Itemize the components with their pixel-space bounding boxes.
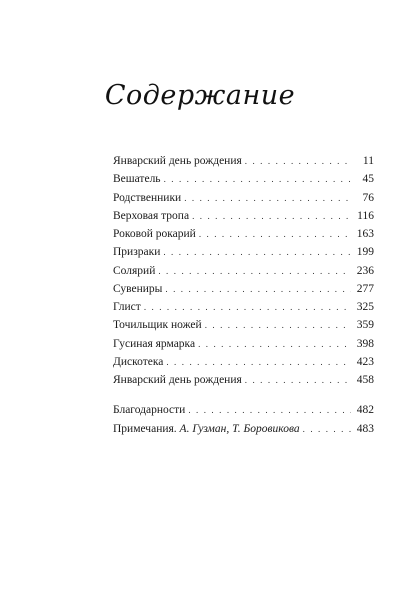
dot-leader bbox=[205, 316, 351, 334]
toc-entry-title: Январский день рождения bbox=[113, 374, 242, 386]
toc-entry bbox=[113, 335, 374, 353]
translator-names: А. Гузман, Т. Боровикова bbox=[179, 422, 300, 435]
toc-entry-title: Январский день рождения bbox=[113, 155, 242, 167]
dot-leader bbox=[163, 243, 351, 261]
table-of-contents bbox=[113, 152, 374, 438]
toc-entry-page: 163 bbox=[356, 228, 374, 240]
toc-entry-title: Призраки bbox=[113, 246, 161, 259]
dot-leader bbox=[164, 170, 351, 188]
toc-entry-title bbox=[113, 420, 300, 438]
toc-entry-page: 11 bbox=[362, 155, 374, 167]
toc-entry-page: 116 bbox=[357, 209, 374, 222]
toc-entry-title: Точильщик ножей bbox=[113, 319, 202, 332]
dot-leader bbox=[184, 189, 351, 207]
toc-entry-title: Гусиная ярмарка bbox=[113, 337, 196, 350]
dot-leader bbox=[303, 420, 351, 438]
dot-leader bbox=[192, 207, 351, 225]
toc-entry-page: 277 bbox=[356, 282, 374, 295]
dot-leader bbox=[245, 152, 351, 170]
toc-entry bbox=[113, 280, 374, 298]
toc-entry-page: 325 bbox=[356, 301, 374, 313]
toc-entry bbox=[113, 207, 374, 225]
toc-entry-page: 458 bbox=[356, 374, 374, 386]
toc-entry-title: Сувениры bbox=[113, 282, 163, 295]
toc-entry-title: Родственники bbox=[113, 191, 182, 204]
toc-entry bbox=[113, 262, 374, 280]
toc-entry bbox=[113, 316, 374, 334]
dot-leader bbox=[188, 401, 351, 419]
dot-leader bbox=[165, 280, 351, 298]
toc-entry bbox=[113, 225, 374, 243]
dot-leader bbox=[199, 225, 351, 243]
toc-entry bbox=[113, 353, 374, 371]
toc-entry-page: 482 bbox=[356, 404, 374, 417]
toc-entry-page: 199 bbox=[356, 246, 374, 259]
toc-entry-title: Вешатель bbox=[113, 173, 161, 186]
toc-entry-title: Роковой рокарий bbox=[113, 228, 196, 240]
dot-leader bbox=[198, 335, 351, 353]
toc-entry bbox=[113, 152, 374, 170]
toc-entry-page: 76 bbox=[362, 191, 374, 204]
toc-entry-page: 359 bbox=[356, 319, 374, 332]
toc-entry-page: 398 bbox=[356, 337, 374, 350]
toc-entry-page: 45 bbox=[362, 173, 374, 186]
toc-entry bbox=[113, 170, 374, 188]
toc-entry-acknowledgements bbox=[113, 401, 374, 419]
toc-entry-title: Верховая тропа bbox=[113, 209, 190, 222]
dot-leader bbox=[166, 353, 351, 371]
toc-entry-title: Дискотека bbox=[113, 355, 164, 368]
toc-entry bbox=[113, 298, 374, 316]
dot-leader bbox=[245, 371, 351, 389]
toc-entry-title: Благодарности bbox=[113, 404, 186, 417]
notes-label: Примечания. bbox=[113, 422, 180, 435]
dot-leader bbox=[158, 262, 351, 280]
toc-entry bbox=[113, 189, 374, 207]
toc-entry bbox=[113, 371, 374, 389]
toc-entry-page: 483 bbox=[356, 422, 374, 435]
toc-entry-page: 423 bbox=[356, 355, 374, 368]
toc-entry-page: 236 bbox=[356, 264, 374, 277]
toc-entry bbox=[113, 243, 374, 261]
dot-leader bbox=[144, 298, 351, 316]
page-title: Содержание bbox=[104, 80, 296, 111]
toc-entry-title: Солярий bbox=[113, 264, 156, 277]
toc-entry-notes bbox=[113, 420, 374, 438]
toc-entry-title: Глист bbox=[113, 301, 141, 313]
